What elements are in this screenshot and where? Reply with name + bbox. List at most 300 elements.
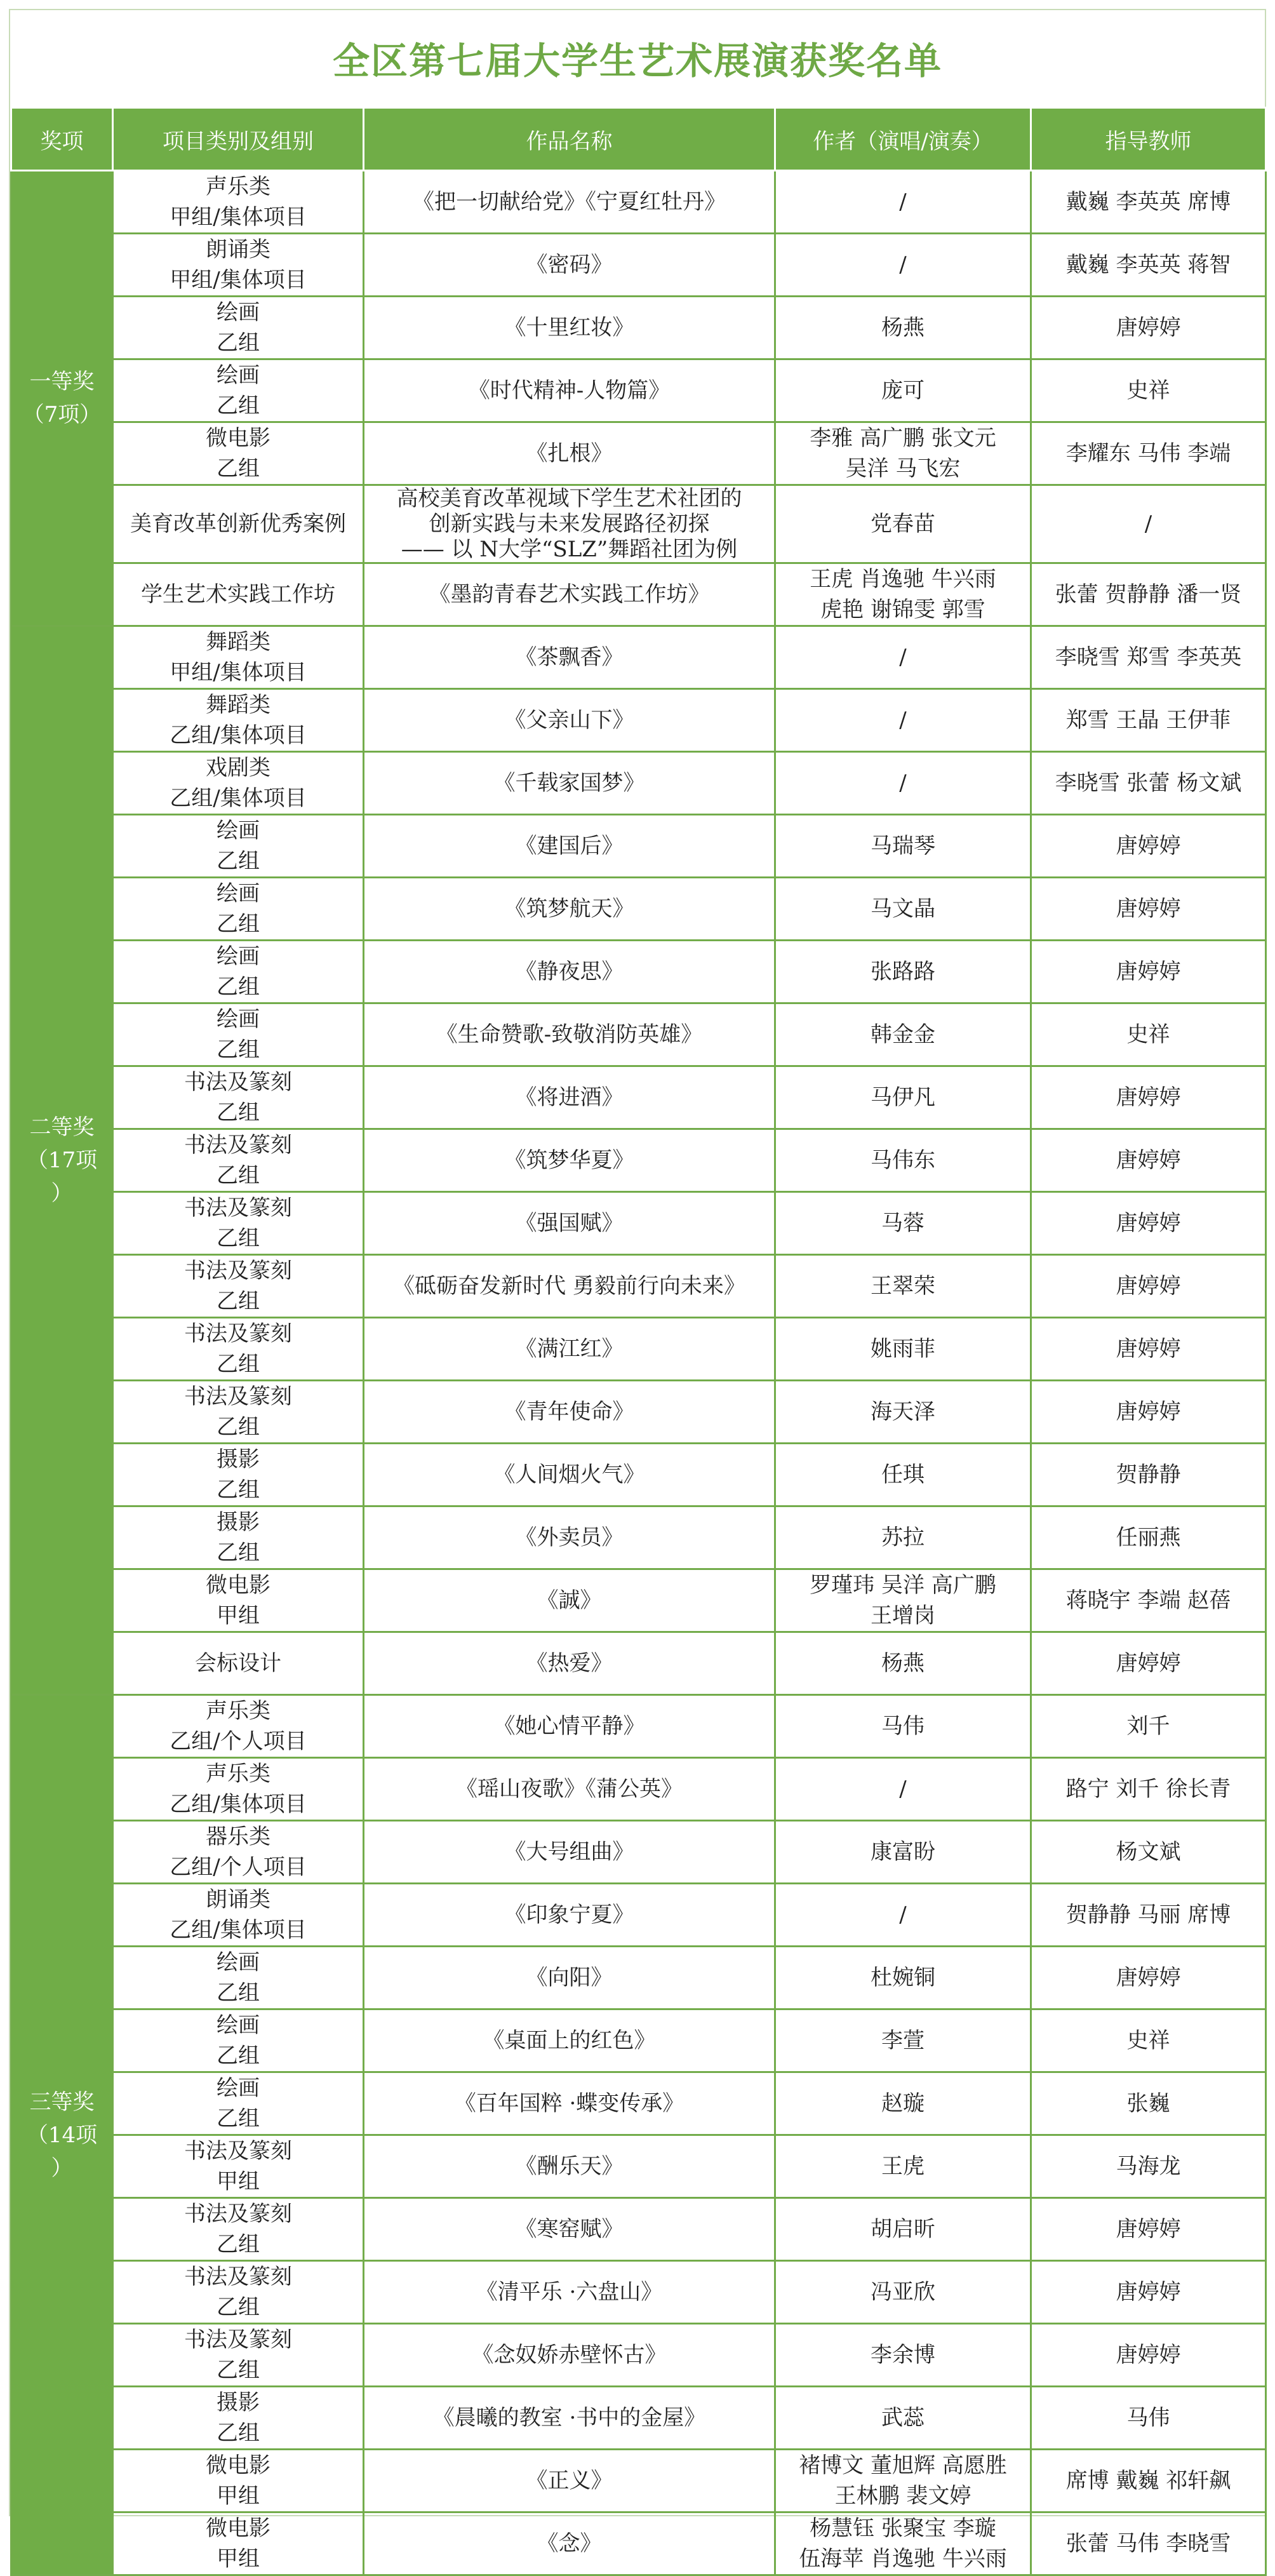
author-line: 张路路	[871, 959, 935, 984]
category-cell	[113, 297, 364, 359]
award-level-cell	[11, 626, 113, 1695]
work-title-line: 《人间烟火气》	[493, 1462, 645, 1487]
author-line: 马瑞琴	[871, 833, 935, 859]
teacher-cell	[1031, 2387, 1266, 2450]
teacher-line: 刘千	[1126, 1714, 1170, 1739]
category-cell	[113, 1632, 364, 1695]
author-line: 王虎 肖逸驰 牛兴雨	[810, 567, 996, 592]
teacher-cell	[1031, 1884, 1266, 1947]
author-cell	[775, 2512, 1031, 2575]
teacher-cell	[1031, 815, 1266, 878]
author-line: 马伟东	[871, 1148, 935, 1173]
category-cell	[113, 752, 364, 815]
work-title-cell	[364, 2450, 775, 2512]
table-row	[11, 1129, 1266, 1192]
category-line: 乙组	[217, 911, 260, 937]
work-title-cell	[364, 1192, 775, 1255]
table-row	[11, 234, 1266, 297]
author-cell	[775, 1444, 1031, 1506]
teacher-line: 李晓雪 张蕾 杨文斌	[1055, 770, 1242, 796]
category-cell	[113, 1695, 364, 1758]
work-title-cell	[364, 1318, 775, 1381]
teacher-cell	[1031, 1255, 1266, 1318]
author-cell	[775, 1318, 1031, 1381]
table-row	[11, 171, 1266, 234]
table-row	[11, 2512, 1266, 2575]
teacher-line: 唐婷婷	[1116, 959, 1181, 984]
work-title-line: 《强国赋》	[515, 1211, 624, 1236]
table-row	[11, 1003, 1266, 1066]
category-line: 甲组/集体项目	[170, 205, 307, 230]
table-row	[11, 1066, 1266, 1129]
table-row	[11, 941, 1266, 1003]
teacher-line: 张巍	[1126, 2091, 1170, 2116]
author-line: /	[899, 708, 907, 733]
award-level-cell	[11, 171, 113, 626]
table-row	[11, 2072, 1266, 2135]
category-cell	[113, 563, 364, 626]
award-level-line: （14项	[26, 2122, 98, 2148]
category-cell	[113, 626, 364, 689]
author-cell	[775, 359, 1031, 422]
author-line: 苏拉	[881, 1525, 925, 1550]
category-line: 乙组	[217, 1100, 260, 1125]
author-cell	[775, 1003, 1031, 1066]
author-line: 胡启昕	[871, 2217, 935, 2242]
category-line: 绘画	[217, 2076, 260, 2101]
author-cell	[775, 1758, 1031, 1821]
work-title-cell	[364, 1003, 775, 1066]
category-line: 声乐类	[206, 1698, 270, 1724]
category-cell	[113, 1569, 364, 1632]
teacher-cell	[1031, 2512, 1266, 2575]
author-line: 吴洋 马飞宏	[845, 456, 961, 481]
category-line: 乙组	[217, 2232, 260, 2257]
author-cell	[775, 2198, 1031, 2261]
category-cell	[113, 1381, 364, 1444]
teacher-cell	[1031, 1129, 1266, 1192]
teacher-line: 贺静静	[1116, 1462, 1181, 1487]
category-line: 乙组	[217, 1163, 260, 1188]
author-line: 李雅 高广鹏 张文元	[810, 426, 996, 451]
work-title-line: 《筑梦华夏》	[504, 1148, 634, 1173]
category-line: 书法及篆刻	[184, 2327, 292, 2352]
work-title-line: 《静夜思》	[515, 959, 624, 984]
category-line: 朗诵类	[206, 237, 270, 262]
table-row	[11, 752, 1266, 815]
category-line: 摄影	[217, 2390, 260, 2415]
award-level-line: 二等奖	[29, 1115, 95, 1140]
work-title-line: 《满江红》	[515, 1336, 624, 1362]
teacher-cell	[1031, 1758, 1266, 1821]
category-line: 会标设计	[195, 1651, 281, 1676]
author-line: 李余博	[871, 2342, 935, 2368]
title-bar	[10, 10, 1265, 105]
teacher-cell	[1031, 234, 1266, 297]
teacher-line: 张蕾 马伟 李晓雪	[1065, 2531, 1231, 2556]
table-row	[11, 2450, 1266, 2512]
category-line: 书法及篆刻	[184, 2201, 292, 2227]
author-cell	[775, 941, 1031, 1003]
teacher-cell	[1031, 1632, 1266, 1695]
category-line: 戏剧类	[206, 755, 270, 781]
category-line: 乙组	[217, 2043, 260, 2069]
work-title-line: 《酬乐天》	[515, 2154, 624, 2179]
category-cell	[113, 2072, 364, 2135]
author-line: 海天泽	[871, 1399, 935, 1425]
author-cell	[775, 1821, 1031, 1884]
category-line: 乙组	[217, 1226, 260, 1251]
work-title-line: 《扎根》	[526, 441, 613, 466]
category-cell	[113, 1506, 364, 1569]
category-line: 乙组	[217, 2358, 260, 2383]
award-level-line: 三等奖	[29, 2089, 95, 2115]
author-cell	[775, 1192, 1031, 1255]
teacher-line: 史祥	[1126, 2028, 1170, 2053]
teacher-line: 唐婷婷	[1116, 2279, 1181, 2305]
author-line: 王翠荣	[871, 1273, 935, 1299]
author-line: 褚博文 董旭辉 高愿胜	[799, 2453, 1007, 2478]
work-title-line: 《十里红妆》	[504, 315, 634, 340]
header-work: 作品名称	[364, 108, 775, 171]
category-line: 声乐类	[206, 1761, 270, 1787]
work-title-line: 《桌面上的红色》	[483, 2028, 656, 2053]
teacher-cell	[1031, 563, 1266, 626]
work-title-cell	[364, 752, 775, 815]
category-cell	[113, 1192, 364, 1255]
category-line: 摄影	[217, 1447, 260, 1472]
work-title-cell	[364, 1381, 775, 1444]
author-cell	[775, 1884, 1031, 1947]
author-line: 王增岗	[871, 1603, 935, 1628]
work-title-cell	[364, 1758, 775, 1821]
author-line: 马文晶	[871, 896, 935, 922]
category-line: 绘画	[217, 1007, 260, 1032]
category-line: 乙组	[217, 1477, 260, 1503]
teacher-cell	[1031, 2072, 1266, 2135]
teacher-cell	[1031, 626, 1266, 689]
author-cell	[775, 2072, 1031, 2135]
category-line: 乙组	[217, 2295, 260, 2320]
category-line: 绘画	[217, 944, 260, 969]
category-line: 甲组	[217, 2483, 260, 2509]
table-row	[11, 1506, 1266, 1569]
category-line: 舞蹈类	[206, 629, 270, 655]
teacher-cell	[1031, 1192, 1266, 1255]
work-title-line: 《密码》	[526, 252, 613, 278]
category-line: 书法及篆刻	[184, 1070, 292, 1095]
author-cell	[775, 563, 1031, 626]
author-cell	[775, 171, 1031, 234]
header-award: 奖项	[11, 108, 113, 171]
author-line: 杜婉铜	[871, 1965, 935, 1990]
category-line: 甲组/集体项目	[170, 267, 307, 293]
work-title-line: 《印象宁夏》	[504, 1902, 634, 1928]
work-title-line: 《百年国粹 ·蝶变传承》	[454, 2091, 684, 2116]
category-line: 器乐类	[206, 1824, 270, 1849]
author-line: 任琪	[881, 1462, 925, 1487]
teacher-line: 唐婷婷	[1116, 315, 1181, 340]
category-line: 乙组/个人项目	[170, 1729, 307, 1754]
category-line: 舞蹈类	[206, 692, 270, 718]
table-row	[11, 689, 1266, 752]
teacher-cell	[1031, 2135, 1266, 2198]
table-row	[11, 1821, 1266, 1884]
category-line: 乙组	[217, 2420, 260, 2446]
work-title-line: 《筑梦航天》	[504, 896, 634, 922]
work-title-line: 《时代精神-人物篇》	[468, 378, 671, 403]
teacher-line: 史祥	[1126, 1022, 1170, 1047]
table-row	[11, 297, 1266, 359]
teacher-cell	[1031, 1695, 1266, 1758]
category-cell	[113, 941, 364, 1003]
category-line: 乙组/个人项目	[170, 1855, 307, 1880]
work-title-line: 高校美育改革视域下学生艺术社团的	[396, 486, 742, 511]
teacher-cell	[1031, 171, 1266, 234]
category-cell	[113, 1444, 364, 1506]
teacher-line: 蒋晓宇 李端 赵蓓	[1065, 1588, 1231, 1613]
table-row	[11, 1947, 1266, 2009]
category-line: 乙组	[217, 330, 260, 356]
teacher-line: 唐婷婷	[1116, 1965, 1181, 1990]
author-cell	[775, 297, 1031, 359]
work-title-line: 《父亲山下》	[504, 708, 634, 733]
category-line: 乙组	[217, 2106, 260, 2131]
teacher-cell	[1031, 422, 1266, 485]
category-cell	[113, 2324, 364, 2387]
category-line: 微电影	[206, 1573, 270, 1598]
work-title-line: 创新实践与未来发展路径初探	[429, 511, 710, 537]
category-line: 书法及篆刻	[184, 1195, 292, 1221]
award-level-cell	[11, 1695, 113, 2575]
table-row	[11, 359, 1266, 422]
work-title-line: 《她心情平静》	[493, 1714, 645, 1739]
author-line: /	[899, 189, 907, 215]
work-title-cell	[364, 171, 775, 234]
work-title-cell	[364, 2135, 775, 2198]
category-line: 书法及篆刻	[184, 2264, 292, 2290]
teacher-cell	[1031, 1444, 1266, 1506]
work-title-line: 《清平乐 ·六盘山》	[476, 2279, 663, 2305]
table-row	[11, 1381, 1266, 1444]
table-row	[11, 1884, 1266, 1947]
work-title-line: 《将进酒》	[515, 1085, 624, 1110]
author-line: 武蕊	[881, 2405, 925, 2431]
category-line: 乙组	[217, 393, 260, 419]
category-line: 书法及篆刻	[184, 1258, 292, 1284]
author-cell	[775, 1255, 1031, 1318]
work-title-cell	[364, 626, 775, 689]
category-line: 甲组	[217, 1603, 260, 1628]
teacher-line: 贺静静 马丽 席博	[1065, 1902, 1231, 1928]
category-line: 乙组	[217, 1414, 260, 1440]
work-title-line: 《热爱》	[526, 1651, 613, 1676]
work-title-cell	[364, 485, 775, 563]
author-line: 王林鹏 裴文婷	[834, 2483, 971, 2509]
teacher-cell	[1031, 1003, 1266, 1066]
category-line: 声乐类	[206, 174, 270, 199]
category-line: 乙组	[217, 1289, 260, 1314]
author-cell	[775, 2135, 1031, 2198]
award-level-line: ）	[51, 2155, 73, 2181]
teacher-cell	[1031, 485, 1266, 563]
teacher-cell	[1031, 1821, 1266, 1884]
work-title-line: 《寒窑赋》	[515, 2217, 624, 2242]
author-line: 姚雨菲	[871, 1336, 935, 1362]
teacher-cell	[1031, 878, 1266, 941]
work-title-cell	[364, 2009, 775, 2072]
header-author: 作者（演唱/演奏）	[775, 108, 1031, 171]
work-title-cell	[364, 2512, 775, 2575]
work-title-cell	[364, 1444, 775, 1506]
table-row	[11, 2009, 1266, 2072]
header-category: 项目类别及组别	[113, 108, 364, 171]
category-cell	[113, 1884, 364, 1947]
table-row	[11, 2198, 1266, 2261]
work-title-cell	[364, 1129, 775, 1192]
category-line: 绘画	[217, 300, 260, 325]
table-row	[11, 626, 1266, 689]
work-title-line: 《誠》	[537, 1588, 602, 1613]
table-row	[11, 1192, 1266, 1255]
category-cell	[113, 1003, 364, 1066]
category-cell	[113, 878, 364, 941]
category-line: 朗诵类	[206, 1887, 270, 1912]
work-title-cell	[364, 2324, 775, 2387]
work-title-line: 《向阳》	[526, 1965, 613, 1990]
category-line: 微电影	[206, 426, 270, 451]
author-line: 李萱	[881, 2028, 925, 2053]
category-line: 甲组	[217, 2546, 260, 2572]
teacher-cell	[1031, 1947, 1266, 2009]
teacher-line: 唐婷婷	[1116, 2217, 1181, 2242]
author-line: 杨燕	[881, 1651, 925, 1676]
award-level-line: （17项	[26, 1148, 98, 1173]
table-body	[11, 171, 1266, 2575]
author-cell	[775, 422, 1031, 485]
table-row	[11, 422, 1266, 485]
category-line: 学生艺术实践工作坊	[141, 582, 335, 607]
author-line: 王虎	[881, 2154, 925, 2179]
work-title-line: 《千载家国梦》	[493, 770, 645, 796]
teacher-line: 戴巍 李英英 蒋智	[1065, 252, 1231, 278]
award-level-line: 一等奖	[29, 369, 95, 394]
table-row	[11, 815, 1266, 878]
teacher-line: 李晓雪 郑雪 李英英	[1055, 645, 1242, 670]
award-table	[10, 107, 1267, 2576]
table-row	[11, 1758, 1266, 1821]
work-title-cell	[364, 1632, 775, 1695]
category-line: 乙组	[217, 849, 260, 874]
category-cell	[113, 485, 364, 563]
category-cell	[113, 2387, 364, 2450]
work-title-line: 《砥砺奋发新时代 勇毅前行向未来》	[393, 1273, 745, 1299]
author-line: /	[899, 252, 907, 278]
category-line: 乙组/集体项目	[170, 723, 307, 748]
work-title-line: 《外卖员》	[515, 1525, 624, 1550]
work-title-line: 《念》	[537, 2531, 602, 2556]
author-line: 马伊凡	[871, 1085, 935, 1110]
author-line: 马蓉	[881, 1211, 925, 1236]
work-title-cell	[364, 1947, 775, 2009]
work-title-cell	[364, 297, 775, 359]
category-cell	[113, 1129, 364, 1192]
table-row	[11, 1632, 1266, 1695]
category-line: 乙组	[217, 1980, 260, 2006]
work-title-cell	[364, 941, 775, 1003]
table-row	[11, 563, 1266, 626]
teacher-line: 唐婷婷	[1116, 1273, 1181, 1299]
work-title-cell	[364, 234, 775, 297]
category-cell	[113, 234, 364, 297]
teacher-cell	[1031, 359, 1266, 422]
author-cell	[775, 2009, 1031, 2072]
teacher-line: 唐婷婷	[1116, 896, 1181, 922]
teacher-line: 李耀东 马伟 李端	[1065, 441, 1231, 466]
teacher-line: 马海龙	[1116, 2154, 1181, 2179]
category-cell	[113, 171, 364, 234]
teacher-line: 唐婷婷	[1116, 1336, 1181, 1362]
teacher-line: 唐婷婷	[1116, 1651, 1181, 1676]
work-title-cell	[364, 878, 775, 941]
category-cell	[113, 1255, 364, 1318]
category-line: 美育改革创新优秀案例	[130, 511, 346, 537]
category-line: 乙组	[217, 1352, 260, 1377]
category-line: 书法及篆刻	[184, 2138, 292, 2164]
author-cell	[775, 878, 1031, 941]
author-cell	[775, 234, 1031, 297]
table-row	[11, 1255, 1266, 1318]
table-row	[11, 2324, 1266, 2387]
teacher-line: 杨文斌	[1116, 1839, 1181, 1865]
teacher-line: 唐婷婷	[1116, 833, 1181, 859]
category-line: 甲组	[217, 2169, 260, 2194]
teacher-cell	[1031, 689, 1266, 752]
teacher-line: 唐婷婷	[1116, 1399, 1181, 1425]
work-title-line: 《建国后》	[515, 833, 624, 859]
document-title: 全区第七届大学生艺术展演获奖名单	[332, 39, 942, 83]
author-line: 庞可	[881, 378, 925, 403]
work-title-cell	[364, 1884, 775, 1947]
author-line: /	[899, 1776, 907, 1802]
category-cell	[113, 359, 364, 422]
table-row	[11, 1318, 1266, 1381]
table-row	[11, 1569, 1266, 1632]
category-line: 微电影	[206, 2516, 270, 2541]
teacher-cell	[1031, 1569, 1266, 1632]
table-row	[11, 485, 1266, 563]
category-line: 乙组/集体项目	[170, 1792, 307, 1817]
work-title-line: 《墨韵青春艺术实践工作坊》	[429, 582, 710, 607]
work-title-cell	[364, 563, 775, 626]
category-line: 绘画	[217, 818, 260, 843]
author-line: /	[899, 770, 907, 796]
teacher-line: 马伟	[1126, 2405, 1170, 2431]
author-line: 康富盼	[871, 1839, 935, 1865]
category-line: 乙组/集体项目	[170, 1917, 307, 1943]
author-cell	[775, 626, 1031, 689]
teacher-cell	[1031, 2198, 1266, 2261]
category-cell	[113, 1821, 364, 1884]
teacher-line: 郑雪 王晶 王伊菲	[1065, 708, 1231, 733]
category-cell	[113, 815, 364, 878]
author-line: /	[899, 1902, 907, 1928]
table-row	[11, 2387, 1266, 2450]
teacher-cell	[1031, 1318, 1266, 1381]
teacher-line: 任丽燕	[1116, 1525, 1181, 1550]
author-cell	[775, 689, 1031, 752]
category-cell	[113, 1947, 364, 2009]
